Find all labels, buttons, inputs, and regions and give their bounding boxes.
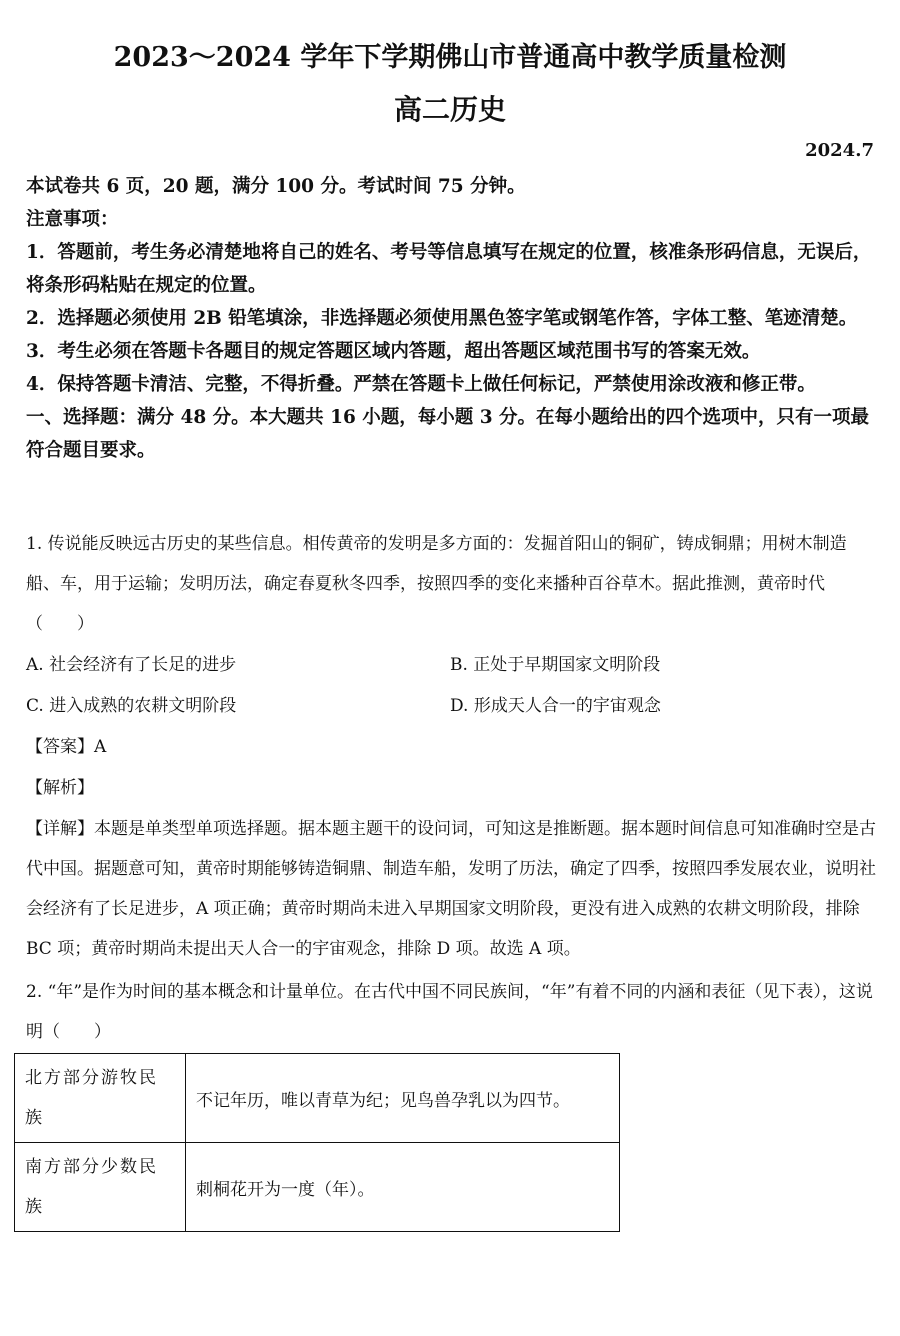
- q1-option-c: C. 进入成熟的农耕文明阶段: [26, 696, 237, 716]
- table-cell-desc: 刺桐花开为一度（年）。: [186, 1143, 620, 1232]
- table-cell-group: 北方部分游牧民族: [15, 1054, 186, 1143]
- q2-table: [14, 1053, 620, 1232]
- instructions: [26, 170, 878, 467]
- notice-title: 注意事项：: [26, 209, 119, 230]
- q1-answer: 【答案】A: [26, 737, 107, 757]
- q1-option-b: B. 正处于早期国家文明阶段: [450, 655, 661, 675]
- notice-4: 4．保持答题卡清洁、完整，不得折叠。严禁在答题卡上做任何标记，严禁使用涂改液和修正带。: [26, 374, 816, 395]
- question-2-stem: 2. “年”是作为时间的基本概念和计量单位。在古代中国不同民族间，“年”有着不同的内涵和表征（见下表），这说明（ ）: [26, 982, 873, 1042]
- exam-subject: 高二历史: [393, 93, 506, 126]
- question-1-stem: 1. 传说能反映远古历史的某些信息。相传黄帝的发明是多方面的：发掘首阳山的铜矿，铸成铜鼎；用树木制造船、车，用于运输；发明历法，确定春夏秋冬四季，按照四季的变化来播种百谷草木。据此推测，黄帝时代（ ）: [26, 534, 847, 634]
- q1-option-d: D. 形成天人合一的宇宙观念: [450, 696, 661, 716]
- exam-date: 2024.7: [805, 140, 874, 161]
- section-heading: 一、选择题：满分 48 分。本大题共 16 小题，每小题 3 分。在每小题给出的四个选项中，只有一项最符合题目要求。: [26, 407, 870, 461]
- table-cell-desc: 不记年历，唯以青草为纪；见鸟兽孕乳以为四节。: [186, 1054, 620, 1143]
- q1-analysis-label: 【解析】: [26, 778, 94, 798]
- notice-2: 2．选择题必须使用 2B 铅笔填涂，非选择题必须使用黑色签字笔或钢笔作答，字体工整、笔迹清楚。: [26, 308, 858, 329]
- table-cell-group: 南方部分少数民族: [15, 1143, 186, 1232]
- notice-3: 3．考生必须在答题卡各题目的规定答题区域内答题，超出答题区域范围书写的答案无效。: [26, 341, 761, 362]
- q1-option-a: A. 社会经济有了长足的进步: [26, 655, 237, 675]
- table-row: [15, 1054, 620, 1143]
- table-row: [15, 1143, 620, 1232]
- notice-1: 1．答题前，考生务必清楚地将自己的姓名、考号等信息填写在规定的位置，核准条形码信息，无误后，将条形码粘贴在规定的位置。: [26, 242, 872, 296]
- intro-line: 本试卷共 6 页，20 题，满分 100 分。考试时间 75 分钟。: [26, 176, 526, 197]
- exam-title: 2023～2024 学年下学期佛山市普通高中教学质量检测: [113, 42, 787, 73]
- q1-detail: 【详解】本题是单类型单项选择题。据本题主题干的设问词，可知这是推断题。据本题时间信息可知准确时空是古代中国。据题意可知，黄帝时期能够铸造铜鼎、制造车船，发明了历法，确定了四季，按照四季发展农业，说明社会经济有了长足进步，A 项正确；黄帝时期尚未进入早期国家文明阶段，更没有进入成熟的农耕文明阶段，排除 BC 项；黄帝时期尚未提出天人合一的宇宙观念，排除 D 项。故选 A 项。: [26, 819, 876, 959]
